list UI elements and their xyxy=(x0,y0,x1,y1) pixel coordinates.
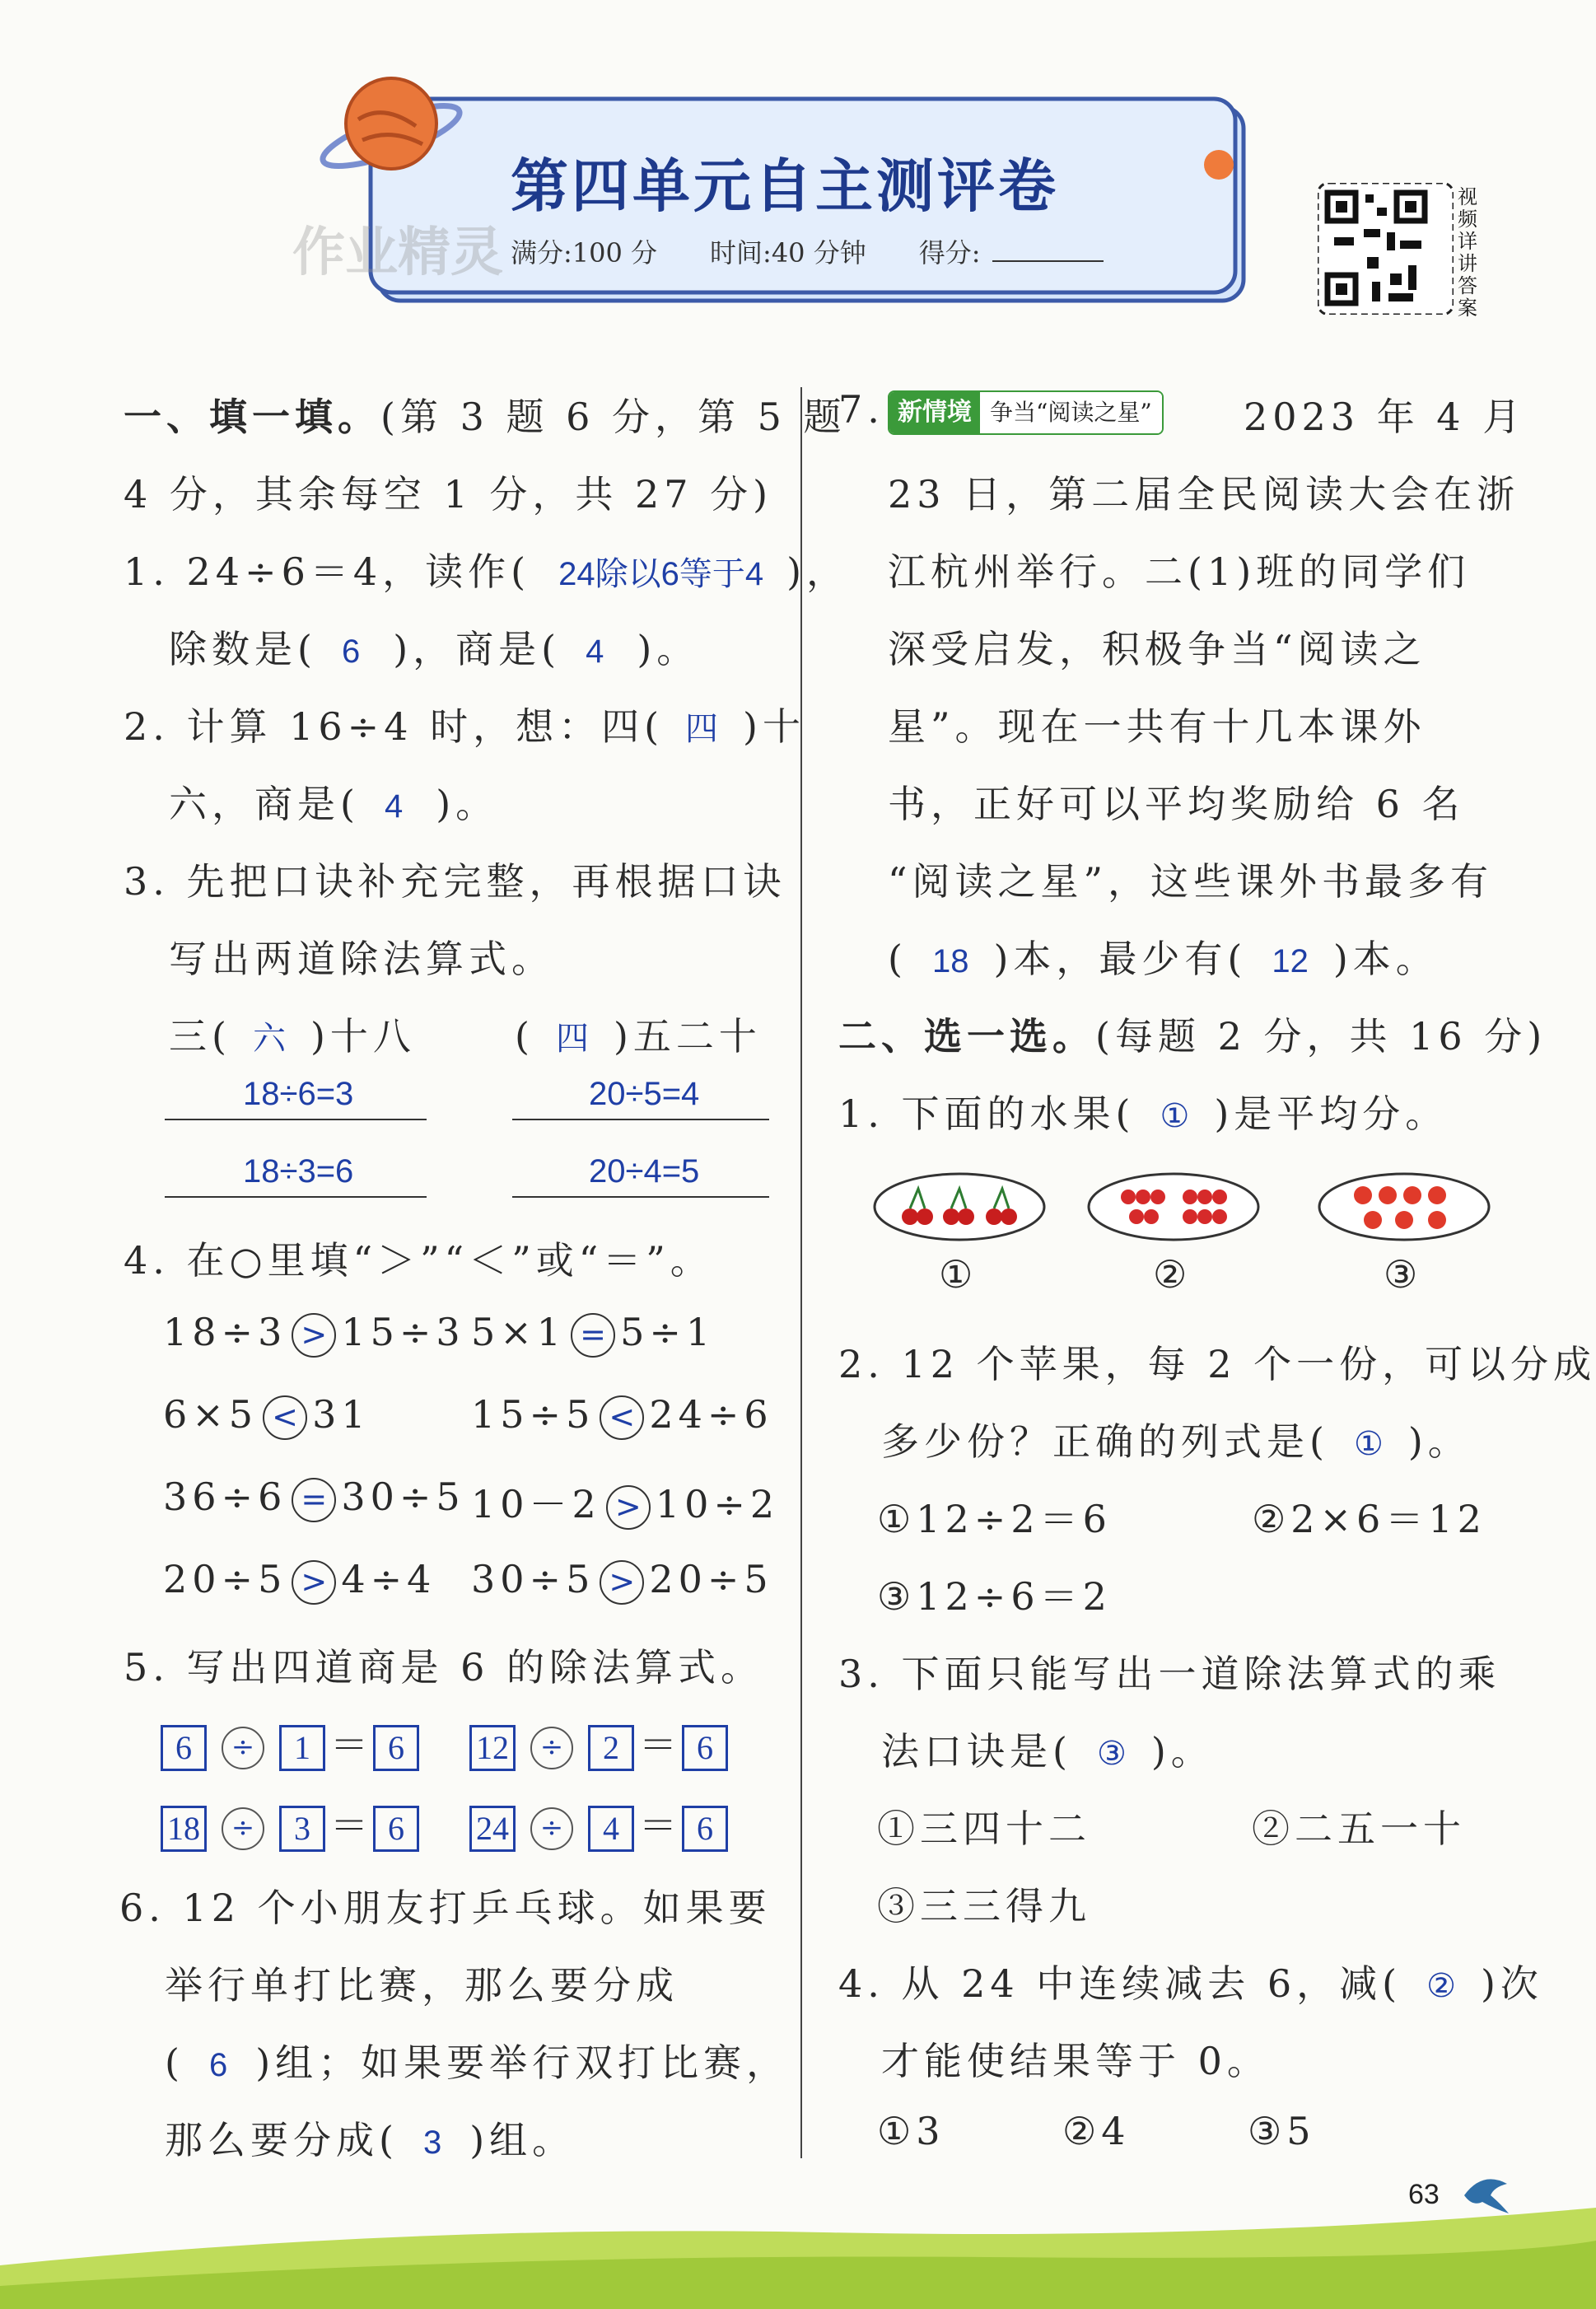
blank-line xyxy=(512,1119,769,1120)
answer-3-eq-4[interactable]: 20÷4=5 xyxy=(589,1153,700,1190)
choice-4-line-1: 4. 从 24 中连续减去 6，减( ② )次 xyxy=(838,1961,1543,2006)
division-boxes-row: 18 ÷ 3 ＝ 6 xyxy=(161,1796,419,1852)
question-7-line-1: 2023 年 4 月 xyxy=(1244,395,1526,439)
question-3-line-1: 3. 先把口诀补充完整，再根据口诀 xyxy=(124,859,786,904)
choice-1-prompt: 1. 下面的水果( ① )是平均分。 xyxy=(838,1091,1449,1136)
fruit-plates xyxy=(869,1166,1594,1310)
division-boxes-row: 12 ÷ 2 ＝ 6 xyxy=(469,1715,728,1771)
choice-2-line-1: 2. 12 个苹果，每 2 个一份，可以分成 xyxy=(838,1342,1596,1386)
compare-row: 30÷5 > 20÷5 xyxy=(471,1557,773,1605)
answer-3-eq-2[interactable]: 18÷3=6 xyxy=(243,1153,354,1190)
section-1-note-2: 4 分，其余每空 1 分，共 27 分) xyxy=(124,472,773,516)
divisor-box[interactable]: 3 xyxy=(279,1806,325,1852)
choice-4-option-1: ①3 xyxy=(877,2109,945,2153)
blank-line xyxy=(165,1119,427,1120)
question-3-line-2: 写出两道除法算式。 xyxy=(169,937,554,981)
compare-row: 36÷6 = 30÷5 xyxy=(163,1475,465,1522)
question-3-rhyme-2: ( 四 )五二十 xyxy=(515,1014,762,1059)
score-blank[interactable] xyxy=(992,260,1104,262)
question-3-rhyme-1: 三( 六 )十八 xyxy=(169,1014,416,1059)
qr-code-icon xyxy=(1318,183,1454,315)
section-1-heading xyxy=(124,387,846,442)
divisor-box[interactable]: 2 xyxy=(588,1725,634,1771)
answer-7-min[interactable]: 12 xyxy=(1272,943,1309,979)
choice-2-option-2: ②2×6＝12 xyxy=(1252,1497,1486,1541)
question-7-line-4: 深受启发，积极争当“阅读之 xyxy=(888,627,1426,671)
tag-new-context: 新情境 xyxy=(889,392,980,433)
choice-4-option-2: ②4 xyxy=(1062,2109,1131,2153)
blank-line xyxy=(165,1196,427,1198)
quotient-box[interactable]: 6 xyxy=(373,1806,419,1852)
quotient-box[interactable]: 6 xyxy=(682,1725,728,1771)
answer-7-max[interactable]: 18 xyxy=(931,943,969,979)
section-2-heading xyxy=(838,1007,1547,1061)
dividend-box[interactable]: 18 xyxy=(161,1806,207,1852)
question-7-line-8: ( 18 )本，最少有( 12 )本。 xyxy=(888,937,1439,981)
tag-topic: 争当“阅读之星” xyxy=(980,392,1162,433)
question-6-line-1: 6. 12 个小朋友打乒乓球。如果要 xyxy=(119,1886,772,1930)
footer-grass xyxy=(0,2175,1596,2309)
divisor-box[interactable]: 1 xyxy=(279,1725,325,1771)
choice-3-line-2: 法口诀是( ③ )。 xyxy=(881,1729,1214,1774)
section-2-title: 二、选一选。 xyxy=(838,1014,1095,1059)
page-number: 63 xyxy=(1408,2179,1440,2210)
compare-answer[interactable]: > xyxy=(606,1485,651,1530)
answer-2-quotient[interactable]: 4 xyxy=(384,788,404,825)
question-1-line-1: 1. 24÷6＝4，读作( 24除以6等于4 )， xyxy=(124,549,850,594)
compare-answer[interactable]: = xyxy=(571,1313,615,1358)
plate-strawberries xyxy=(1089,1174,1258,1240)
answer-3-eq-3[interactable]: 20÷5=4 xyxy=(589,1076,700,1112)
compare-row: 18÷3 > 15÷3 xyxy=(163,1310,465,1358)
section-2-note: (每题 2 分，共 16 分) xyxy=(1095,1014,1547,1059)
dividend-box[interactable]: 24 xyxy=(469,1806,516,1852)
compare-row: 15÷5 < 24÷6 xyxy=(471,1392,773,1440)
compare-answer[interactable]: > xyxy=(600,1560,644,1605)
answer-6-doubles[interactable]: 3 xyxy=(422,2124,442,2161)
dividend-box[interactable]: 6 xyxy=(161,1725,207,1771)
answer-1-divisor[interactable]: 6 xyxy=(341,633,361,670)
compare-row: 20÷5 > 4÷4 xyxy=(163,1557,436,1605)
score-meta: 满分:100 分 时间:40 分钟 得分: xyxy=(511,237,981,269)
plate-cherries xyxy=(875,1174,1044,1240)
answer-choice-3[interactable]: ③ xyxy=(1096,1736,1127,1772)
question-6-line-3: ( 6 )组；如果要举行双打比赛， xyxy=(165,2040,790,2085)
question-7-line-2: 23 日，第二届全民阅读大会在浙 xyxy=(888,472,1520,516)
compare-row: 5×1 = 5÷1 xyxy=(471,1310,715,1358)
page-title: 第四单元自主测评卷 xyxy=(511,152,1059,220)
answer-choice-4[interactable]: ② xyxy=(1426,1968,1456,2004)
dolphin-icon xyxy=(1458,2162,1515,2220)
answer-1-quotient[interactable]: 4 xyxy=(586,633,604,670)
question-2-line-1: 2. 计算 16÷4 时，想：四( 四 )十 xyxy=(124,704,805,749)
blank-line xyxy=(512,1196,769,1198)
choice-2-option-3: ③12÷6＝2 xyxy=(877,1574,1112,1619)
watermark: 作业精灵 xyxy=(292,222,503,283)
compare-answer[interactable]: < xyxy=(263,1395,307,1440)
answer-choice-1[interactable]: ① xyxy=(1160,1098,1190,1134)
answer-1-reading[interactable]: 24除以6等于4 xyxy=(558,556,764,592)
column-divider xyxy=(800,387,802,2158)
section-1-title: 一、填一填。 xyxy=(124,395,380,439)
choice-4-option-3: ③5 xyxy=(1248,2109,1316,2153)
answer-choice-2[interactable]: ① xyxy=(1353,1426,1384,1462)
section-1-note: (第 3 题 6 分，第 5 题 xyxy=(380,395,847,439)
fruit-label: ② xyxy=(1153,1252,1188,1297)
plate-apples xyxy=(1319,1174,1489,1240)
choice-3-option-1: ①三四十二 xyxy=(877,1807,1091,1851)
answer-6-singles[interactable]: 6 xyxy=(208,2047,228,2083)
divisor-box[interactable]: 4 xyxy=(588,1806,634,1852)
choice-3-line-1: 3. 下面只能写出一道除法算式的乘 xyxy=(838,1652,1501,1696)
planet-icon xyxy=(317,62,465,185)
question-6-line-2: 举行单打比赛，那么要分成 xyxy=(165,1963,679,2008)
question-2-line-2: 六，商是( 4 )。 xyxy=(169,782,499,826)
answer-2-multiplier[interactable]: 四 xyxy=(685,711,719,747)
choice-3-option-2: ②二五一十 xyxy=(1252,1807,1466,1851)
choice-4-line-2: 才能使结果等于 0。 xyxy=(881,2039,1270,2083)
question-6-line-4: 那么要分成( 3 )组。 xyxy=(165,2118,576,2162)
compare-answer[interactable]: < xyxy=(600,1395,644,1440)
answer-3-eq-1[interactable]: 18÷6=3 xyxy=(243,1076,354,1112)
qr-label: 视频详讲答案 xyxy=(1458,185,1477,320)
question-7-number: 7. xyxy=(838,387,884,432)
answer-3-rhyme-2[interactable]: 四 xyxy=(555,1021,589,1057)
question-7-line-7: “阅读之星”，这些课外书最多有 xyxy=(888,859,1494,904)
question-7-line-6: 书，正好可以平均奖励给 6 名 xyxy=(888,782,1465,826)
question-7-line-5: 星”。现在一共有十几本课外 xyxy=(888,704,1426,749)
question-7-line-3: 江杭州举行。二(1)班的同学们 xyxy=(888,549,1471,594)
compare-answer[interactable]: = xyxy=(292,1478,336,1522)
division-boxes-row: 6 ÷ 1 ＝ 6 xyxy=(161,1715,419,1771)
division-boxes-row: 24 ÷ 4 ＝ 6 xyxy=(469,1796,728,1852)
compare-answer[interactable]: > xyxy=(292,1313,336,1358)
question-4-prompt: 4. 在○里填“＞”“＜”或“＝”。 xyxy=(124,1238,713,1283)
fruit-label: ① xyxy=(939,1252,973,1297)
answer-3-rhyme-1[interactable]: 六 xyxy=(252,1021,286,1057)
context-tag xyxy=(888,390,1164,435)
choice-2-line-2: 多少份？正确的列式是( ① )。 xyxy=(881,1419,1471,1464)
dividend-box[interactable]: 12 xyxy=(469,1725,516,1771)
choice-3-option-3: ③三三得九 xyxy=(877,1884,1091,1928)
quotient-box[interactable]: 6 xyxy=(682,1806,728,1852)
compare-answer[interactable]: > xyxy=(292,1560,336,1605)
choice-2-option-1: ①12÷2＝6 xyxy=(877,1497,1112,1541)
fruit-label: ③ xyxy=(1384,1252,1418,1297)
question-1-line-2: 除数是( 6 )，商是( 4 )。 xyxy=(169,627,700,671)
quotient-box[interactable]: 6 xyxy=(373,1725,419,1771)
compare-row: 10－2 > 10÷2 xyxy=(471,1475,779,1530)
question-5-prompt: 5. 写出四道商是 6 的除法算式。 xyxy=(124,1645,764,1690)
compare-row: 6×5 < 31 xyxy=(163,1392,371,1440)
